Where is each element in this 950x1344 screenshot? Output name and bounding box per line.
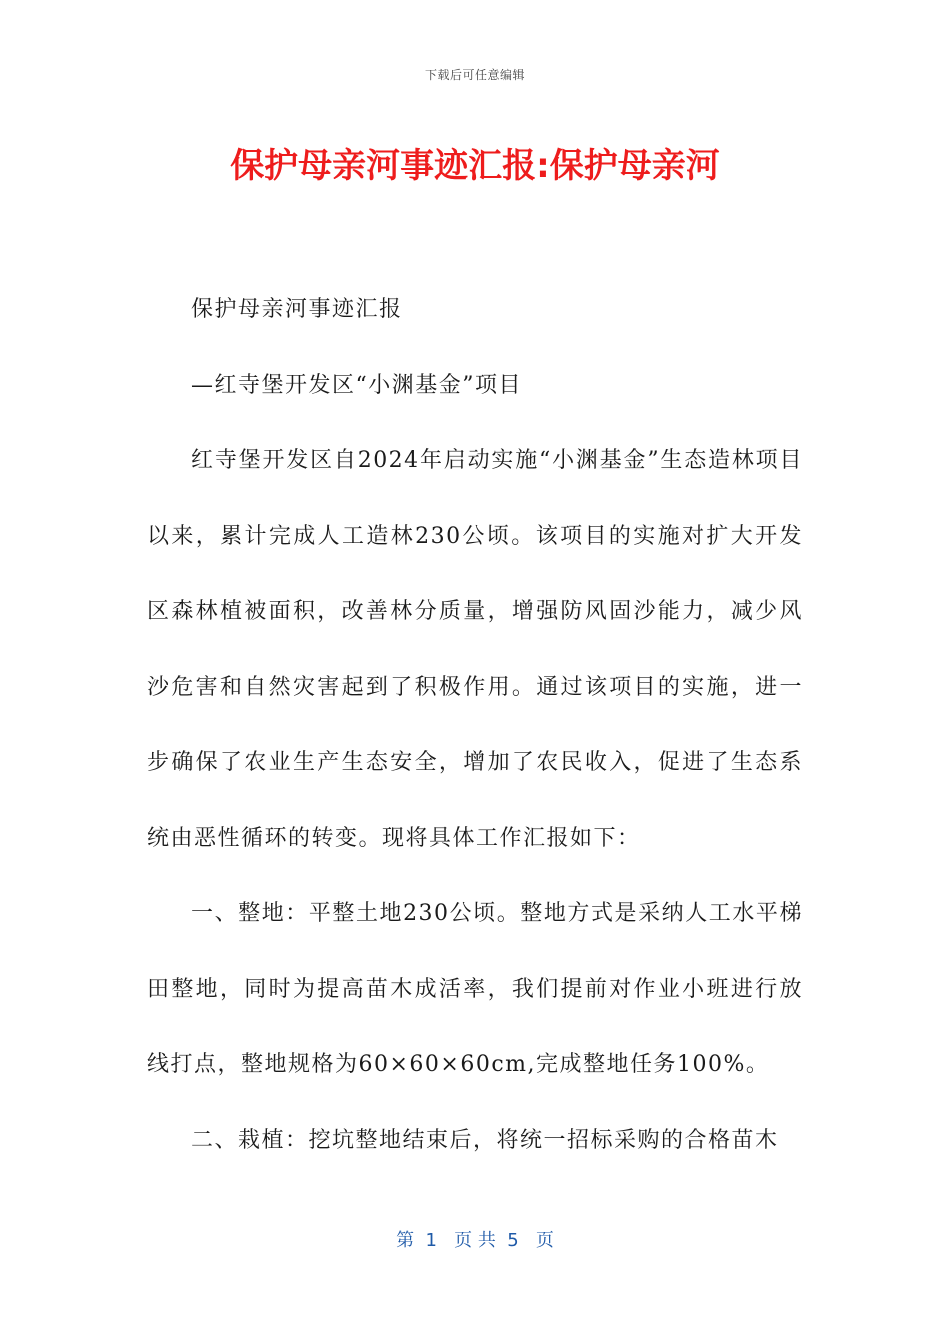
document-title: 保护母亲河事迹汇报:保护母亲河 bbox=[230, 146, 720, 186]
page-number-footer: 第 1 页 共 5 页 bbox=[396, 1230, 554, 1251]
paragraph-intro: 红寺堡开发区自2024年启动实施“小渊基金”生态造林项目以来，累计完成人工造林230公顷。该项目的实施对扩大开发区森林植被面积，改善林分质量，增强防风固沙能力，减少风沙危害和自然灾害起到了积极作用。通过该项目的实施，进一步确保了农业生产生态安全，增加了农民收入，促进了生态系统由恶性循环的转变。现将具体工作汇报如下： bbox=[147, 448, 803, 851]
document-body bbox=[147, 272, 803, 1178]
page-header-note: 下载后可任意编辑 bbox=[424, 68, 525, 82]
paragraph-planting: 二、栽植：挖坑整地结束后，将统一招标采购的合格苗木 bbox=[191, 1127, 779, 1153]
paragraph-land-preparation: 一、整地：平整土地230公顷。整地方式是采纳人工水平梯田整地，同时为提高苗木成活率，我们提前对作业小班进行放线打点，整地规格为60×60×60cm,完成整地任务100%。 bbox=[147, 901, 803, 1077]
paragraph-subtitle: 保护母亲河事迹汇报 bbox=[191, 297, 403, 322]
paragraph-project-name: —红寺堡开发区“小渊基金”项目 bbox=[191, 372, 522, 398]
